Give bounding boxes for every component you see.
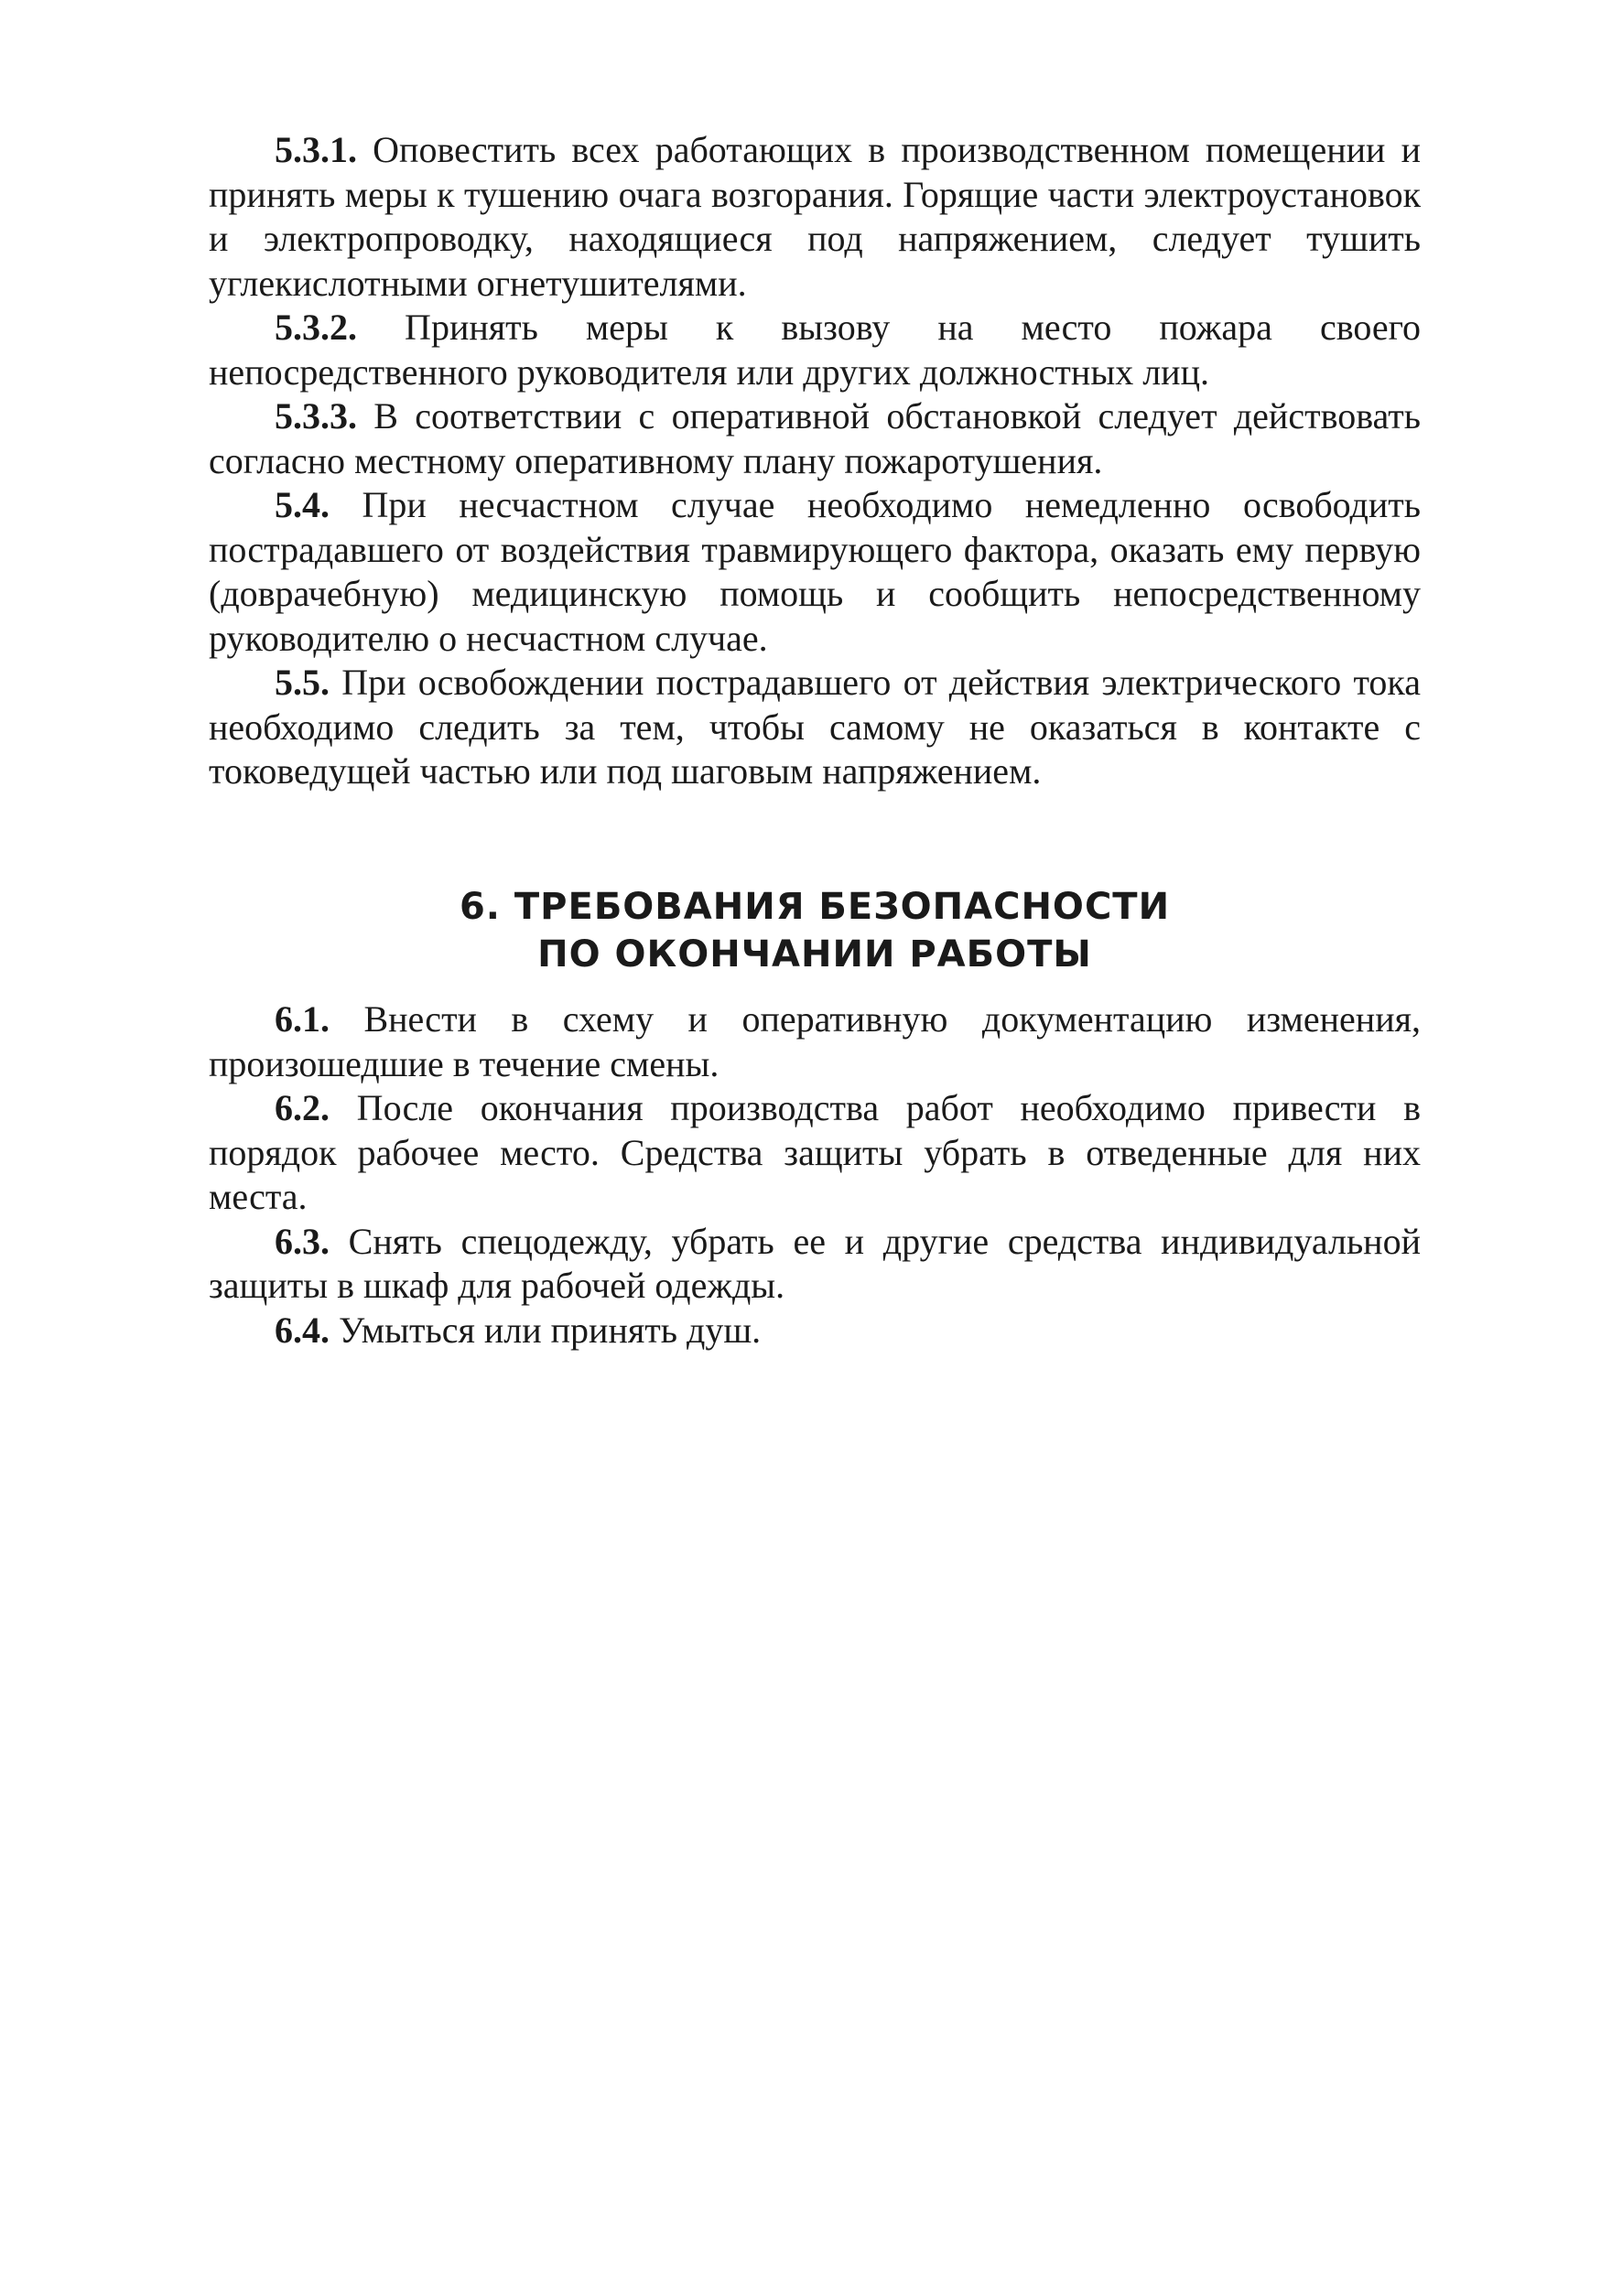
paragraph-number: 5.3.2. (275, 307, 357, 348)
paragraph-5-3-2 (209, 306, 1421, 394)
paragraph-text: После окончания производства работ необходимо привести в порядок рабочее место. Средства защиты убрать в отведенные для них места. (209, 1087, 1421, 1217)
paragraph-text: При несчастном случае необходимо немедленно освободить пострадавшего от воздействия травмирующего фактора, оказать ему первую (доврачебную) медицинскую помощь и сообщить непосредственному руководителю о несчастном случае. (209, 484, 1421, 659)
paragraph-6-1 (209, 997, 1421, 1086)
paragraph-text: В соответствии с оперативной обстановкой следует действовать согласно местному оперативному плану пожаротушения. (209, 395, 1421, 481)
paragraph-number: 6.1. (275, 998, 330, 1040)
paragraph-5-3-1 (209, 128, 1421, 306)
paragraph-6-3 (209, 1220, 1421, 1309)
heading-line-2: ПО ОКОНЧАНИИ РАБОТЫ (537, 933, 1092, 976)
paragraph-5-5 (209, 661, 1421, 794)
paragraph-5-4 (209, 483, 1421, 661)
paragraph-number: 6.2. (275, 1087, 330, 1128)
paragraph-number: 6.3. (275, 1220, 330, 1262)
paragraph-number: 5.3.1. (275, 129, 357, 170)
paragraph-text: Оповестить всех работающих в производственном помещении и принять меры к тушению очага возгорания. Горящие части электроустановок и электропроводку, находящиеся под напряжением, следует тушить углекислотными огнетушителями. (209, 129, 1421, 304)
paragraph-5-3-3 (209, 394, 1421, 483)
paragraph-text: При освобождении пострадавшего от действия электрического тока необходимо следить за тем, чтобы самому не оказаться в контакте с токоведущей частью или под шаговым напряжением. (209, 662, 1421, 792)
paragraph-text: Снять спецодежду, убрать ее и другие средства индивидуальной защиты в шкаф для рабочей одежды. (209, 1220, 1421, 1306)
paragraph-number: 6.4. (275, 1309, 330, 1351)
paragraph-number: 5.3.3. (275, 395, 357, 437)
paragraph-text: Принять меры к вызову на место пожара своего непосредственного руководителя или других должностных лиц. (209, 307, 1421, 393)
paragraph-text: Умыться или принять душ. (330, 1309, 762, 1351)
paragraph-6-2 (209, 1086, 1421, 1220)
section-6-text (209, 997, 1421, 1353)
section-6-heading (209, 883, 1421, 978)
paragraph-text: Внести в схему и оперативную документацию изменения, произошедшие в течение смены. (209, 998, 1421, 1084)
heading-line-1: 6. ТРЕБОВАНИЯ БЕЗОПАСНОСТИ (459, 886, 1171, 929)
paragraph-number: 5.5. (275, 662, 330, 703)
section-5-text (209, 128, 1421, 794)
paragraph-6-4 (209, 1309, 1421, 1353)
paragraph-number: 5.4. (275, 484, 330, 525)
